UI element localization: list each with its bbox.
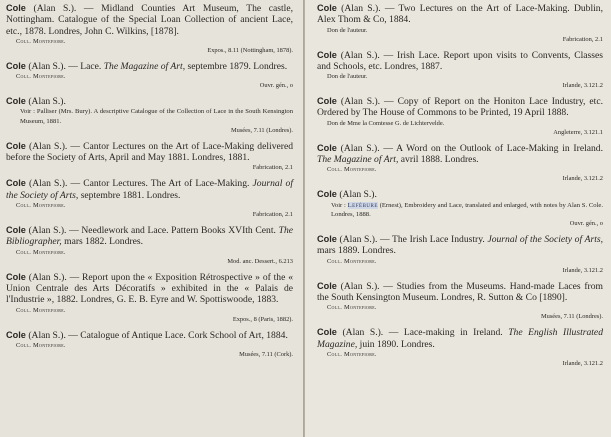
- entry: [6, 225, 293, 266]
- entry-collection: Coll. Montefiore.: [16, 37, 66, 45]
- entry-author: Cole: [317, 142, 337, 153]
- right-page: [305, 0, 611, 437]
- entry-text: [6, 272, 293, 306]
- entry-text: [6, 330, 293, 341]
- entry: [317, 3, 603, 44]
- entry-body: (Alan S.). — Cantor Lectures on the Art of Lace-Making delivered before the Society of Arts, April and May 1881. Londres, 1881.: [6, 140, 293, 164]
- entry-body: (Alan S.). — Lace-making in Ireland.: [336, 327, 509, 339]
- entry-journal: Journal of the Society of Arts,: [6, 178, 293, 201]
- entry-text: [6, 96, 293, 107]
- entry-location: Musées, 7.11 (Londres).: [540, 313, 603, 321]
- entry-body: (Alan S.). — Needlework and Lace. Pattern Books XVIth Cent.: [25, 225, 279, 237]
- entry-author: Cole: [6, 329, 26, 340]
- entry-author: Cole: [317, 3, 337, 13]
- entry-body: (Alan S.). — Two Lectures on the Art of Lace-Making. Dublin, Alex Thom & Co, 1884.: [317, 3, 603, 26]
- entry-location: Mod. anc. Dessert., 6.213: [227, 257, 293, 265]
- entry-text: [317, 3, 603, 26]
- entry: [6, 178, 293, 219]
- entry-location: Expos., 8 (Paris, 1882).: [232, 315, 293, 323]
- entry: [317, 281, 603, 322]
- entry-journal: The Magazine of Art,: [103, 60, 186, 72]
- entry: [6, 330, 293, 359]
- entry-body: (Alan S.). — Midland Counties Art Museum, The castle, Nottingham. Catalogue of the Special Loan Collection of ancient Lace, etc., 1878. Londres, John C. Wilkins, [1878].: [6, 3, 293, 37]
- entry-location: Fabrication, 2.1: [252, 164, 293, 172]
- entry-location: Irlande, 3.121.2: [562, 175, 603, 183]
- entry: [317, 50, 603, 91]
- entry-location: Irlande, 3.121.2: [562, 82, 603, 90]
- entry: [317, 143, 603, 184]
- entry-text: [317, 327, 603, 350]
- entry-collection: Coll. Montefiore.: [327, 166, 377, 174]
- entry-location: Expos., 8.11 (Nottingham, 1878).: [207, 46, 293, 54]
- entry: [6, 61, 293, 90]
- entry-collection: Coll. Montefiore.: [16, 248, 66, 256]
- entry-collection: Coll. Montefiore.: [327, 304, 377, 312]
- entry-location: Musées, 7.11 (Cork).: [239, 350, 293, 358]
- entry-collection: Coll. Montefiore.: [16, 341, 66, 349]
- entry-text: [317, 50, 603, 73]
- entry: [317, 96, 603, 137]
- entry-collection: Coll. Montefiore.: [16, 202, 66, 210]
- entry-body: (Alan S.). — The Irish Lace Industry.: [336, 234, 488, 246]
- entry: [6, 141, 293, 173]
- entry-donor: Don de Mme la Comtesse G. de Lichtervelde.: [327, 119, 445, 127]
- entry-author: Cole: [6, 225, 26, 236]
- entry-location: Irlande, 3.121.2: [562, 266, 603, 274]
- entry-body: (Alan S.).: [25, 96, 66, 108]
- entry-text: [6, 61, 293, 72]
- entry-author: Cole: [6, 178, 26, 189]
- entry-text: [317, 189, 603, 200]
- entry-location: Fabrication, 2.1: [252, 211, 293, 219]
- entry-journal: The English Illustrated Magazine,: [317, 327, 603, 350]
- entry-text: [317, 96, 603, 119]
- entry-body: (Alan S.). — A Word on the Outlook of Lace-Making in Ireland.: [336, 142, 603, 154]
- entry-author: Cole: [6, 96, 26, 107]
- entry-see-also: Voir : Palliser (Mrs. Bury). A descriptive Catalogue of the Collection of Lace in the South Kensington Museum, 1881.: [20, 108, 293, 125]
- entry-body: (Alan S.). — Catalogue of Antique Lace. Cork School of Art, 1884.: [25, 329, 288, 341]
- entry-author: Cole: [317, 189, 337, 200]
- entry-journal: The Bibliographer,: [6, 225, 293, 248]
- entry-collection: Coll. Montefiore.: [16, 306, 66, 314]
- entry-author: Cole: [317, 280, 337, 291]
- entry-body: (Alan S.). — Copy of Report on the Honiton Lace Industry, etc. Ordered by The House of Commons to be Printed, 19 April 1888.: [317, 96, 603, 119]
- entry-body: juin 1890. Londres.: [357, 338, 435, 350]
- entry-location: Ouvr. gén., o: [569, 220, 603, 228]
- entry-author: Cole: [317, 234, 337, 245]
- entry: [6, 272, 293, 324]
- entry: [6, 96, 293, 135]
- entry-collection: Coll. Montefiore.: [327, 257, 377, 265]
- entry-author: Cole: [317, 327, 337, 338]
- entry-author: Cole: [317, 49, 337, 60]
- left-page: [0, 0, 303, 437]
- entry-body: (Alan S.). — Studies from the Museums. Hand-made Laces from the South Kensington Museum. Londres, R. Sutton & Co [1890].: [317, 280, 603, 303]
- see-also-prefix: Voir :: [331, 201, 348, 209]
- entry-text: [6, 141, 293, 164]
- entry-body: mars 1882. Londres.: [61, 236, 143, 248]
- entry-location: Fabrication, 2.1: [562, 35, 603, 43]
- entry-text: [317, 143, 603, 166]
- entry-location: Irlande, 3.121.2: [562, 359, 603, 367]
- entry-body: (Alan S.). — Cantor Lectures. The Art of Lace-Making.: [25, 178, 253, 190]
- entry-location: Angleterre, 3.121.1: [553, 128, 603, 136]
- entry-text: [6, 225, 293, 248]
- entry-author: Cole: [317, 96, 337, 107]
- entry: [317, 234, 603, 275]
- entry-body: mars 1889. Londres.: [317, 245, 396, 257]
- entry-collection: Coll. Montefiore.: [16, 73, 66, 81]
- entry-author: Cole: [6, 60, 26, 71]
- entry-text: [6, 3, 293, 37]
- entry-body: septembre 1879. Londres.: [185, 60, 288, 72]
- entry-author: Cole: [6, 271, 26, 282]
- entry-body: avril 1888. Londres.: [398, 154, 479, 166]
- entry-body: (Alan S.). — Irish Lace. Report upon visits to Convents, Classes and Schools, etc. Londres, 1887.: [317, 49, 603, 72]
- entry-author: Cole: [6, 3, 26, 13]
- entry: [6, 3, 293, 55]
- entry-journal: Journal of the Society of Arts,: [487, 234, 603, 246]
- entry-body: septembre 1881. Londres.: [78, 189, 181, 201]
- entry-donor: Don de l'auteur.: [327, 26, 368, 34]
- entry-body: (Alan S.).: [336, 189, 377, 201]
- entry-location: Ouvr. gén., o: [259, 82, 293, 90]
- entry-author: Cole: [6, 140, 26, 151]
- entry-see-also: [317, 201, 603, 219]
- entry-text: [6, 178, 293, 201]
- entry-body: (Alan S.). — Lace.: [25, 60, 104, 72]
- see-also-text: (Ernest), Embroidery and Lace, translated and enlarged, with notes by Alan S. Cole. Londres, 1888.: [331, 201, 603, 218]
- highlighted-author: Lefébure: [347, 201, 378, 209]
- entry: [317, 327, 603, 368]
- entry-text: [317, 281, 603, 304]
- entry-donor: Don de l'auteur.: [327, 73, 368, 81]
- entry-collection: Coll. Montefiore.: [327, 350, 377, 358]
- entry-location: Musées, 7.11 (Londres).: [230, 126, 293, 134]
- entry-body: (Alan S.). — Report upon the « Exposition Rétrospective » of the « Union Centrale des Arts Décoratifs » exhibited in the « Palais de l'Industrie », 1882. Londres, G. E. B. Eyre and W. Spottiswoode, 1883.: [6, 271, 293, 306]
- entry-text: [317, 234, 603, 257]
- entry: [317, 189, 603, 228]
- entry-journal: The Magazine of Art,: [317, 154, 399, 166]
